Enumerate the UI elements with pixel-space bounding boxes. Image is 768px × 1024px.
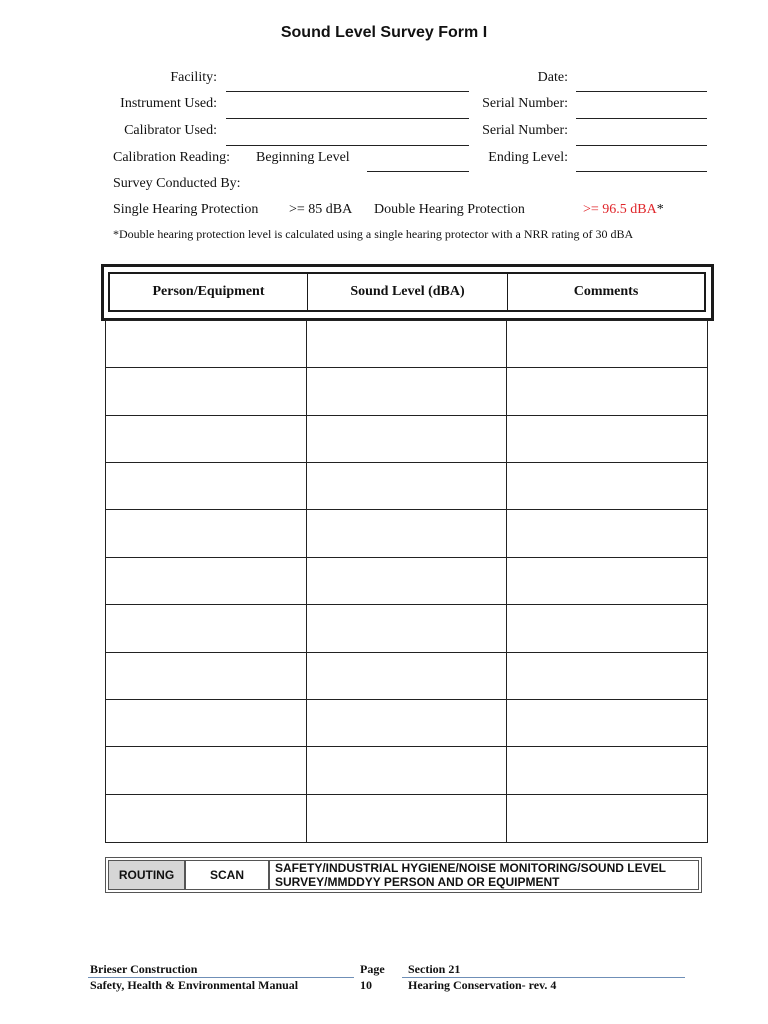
comments-cell[interactable] [507,605,707,652]
serial-number-field-1[interactable] [576,118,707,119]
sound-level-cell[interactable] [307,558,507,605]
footer-rule-left [88,977,354,978]
comments-cell[interactable] [507,463,707,510]
comments-cell[interactable] [507,558,707,605]
beginning-level-field[interactable] [367,171,469,172]
facility-label: Facility: [170,70,217,85]
person-equipment-cell[interactable] [106,510,307,557]
person-equipment-cell[interactable] [106,558,307,605]
sound-level-cell[interactable] [307,653,507,700]
double-protection-note: *Double hearing protection level is calculated using a single hearing protector with a NRR rating of 30 dBA [113,227,634,241]
comments-cell[interactable] [507,321,707,368]
person-equipment-cell[interactable] [106,795,307,842]
sound-level-cell[interactable] [307,700,507,747]
person-equipment-cell[interactable] [106,416,307,463]
footer-rule-right [402,977,685,978]
footer-page-number: 10 [360,978,372,992]
table-header [108,272,706,312]
beginning-level-label: Beginning Level [256,150,350,165]
double-protection-value-group [583,202,664,218]
routing-bar [105,857,702,893]
person-equipment-cell[interactable] [106,700,307,747]
sound-level-cell[interactable] [307,416,507,463]
facility-field[interactable] [226,91,469,92]
footer-section-title: Hearing Conservation- rev. 4 [408,978,557,992]
calibrator-field[interactable] [226,145,469,146]
date-field[interactable] [576,91,707,92]
scan-label: SCAN [185,860,269,890]
calibration-reading-label: Calibration Reading: [113,150,231,165]
sound-level-cell[interactable] [307,463,507,510]
routing-path-line-2: SURVEY/MMDDYY PERSON AND OR EQUIPMENT [275,875,560,889]
routing-path [269,860,699,890]
double-protection-value: >= 96.5 dBA [583,202,657,217]
sound-level-cell[interactable] [307,795,507,842]
header-person-equipment: Person/Equipment [152,284,265,299]
comments-cell[interactable] [507,700,707,747]
double-protection-label: Double Hearing Protection [374,202,525,217]
sound-level-cell[interactable] [307,321,507,368]
date-label: Date: [537,70,568,85]
footer-manual: Safety, Health & Environmental Manual [90,978,299,992]
comments-cell[interactable] [507,416,707,463]
serial-number-label-1: Serial Number: [482,96,568,111]
instrument-label: Instrument Used: [120,96,217,111]
sound-level-cell[interactable] [307,605,507,652]
person-equipment-cell[interactable] [106,368,307,415]
footer-section: Section 21 [408,962,461,976]
form-title: Sound Level Survey Form I [280,24,488,41]
single-protection-value: >= 85 dBA [289,202,353,217]
survey-conducted-by-label: Survey Conducted By: [113,176,241,191]
serial-number-label-2: Serial Number: [482,123,568,138]
header-sound-level: Sound Level (dBA) [307,274,507,310]
comments-cell[interactable] [507,653,707,700]
routing-path-line-1: SAFETY/INDUSTRIAL HYGIENE/NOISE MONITORING/SOUND LEVEL [275,861,666,875]
single-protection-label: Single Hearing Protection [113,202,259,217]
double-protection-marker: * [656,202,664,217]
person-equipment-cell[interactable] [106,605,307,652]
calibrator-label: Calibrator Used: [124,123,217,138]
person-equipment-cell[interactable] [106,747,307,794]
comments-cell[interactable] [507,747,707,794]
serial-number-field-2[interactable] [576,145,707,146]
person-equipment-cell[interactable] [106,653,307,700]
person-equipment-cell[interactable] [106,463,307,510]
ending-level-field[interactable] [576,171,707,172]
sound-level-cell[interactable] [307,747,507,794]
footer-page-label: Page [360,962,385,976]
instrument-field[interactable] [226,118,469,119]
sound-level-cell[interactable] [307,368,507,415]
routing-label: ROUTING [108,860,185,890]
comments-cell[interactable] [507,795,707,842]
person-equipment-cell[interactable] [106,321,307,368]
ending-level-label: Ending Level: [488,150,568,165]
footer-company: Brieser Construction [90,962,198,976]
sound-level-cell[interactable] [307,510,507,557]
comments-cell[interactable] [507,368,707,415]
survey-table-body [105,320,708,843]
header-comments: Comments [507,274,704,310]
comments-cell[interactable] [507,510,707,557]
